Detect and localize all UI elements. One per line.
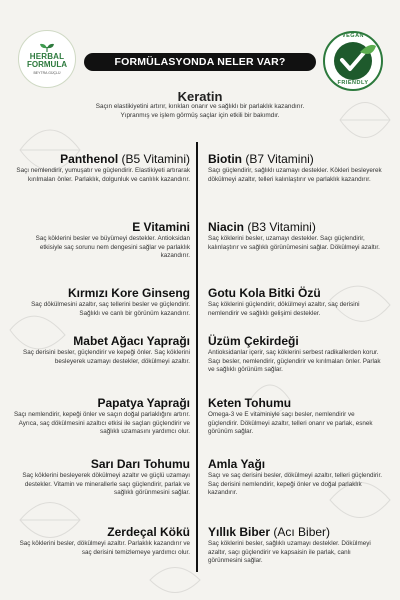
ingredient-item	[12, 152, 190, 184]
ingredient-title	[208, 152, 386, 166]
page-title: FORMÜLASYONDA NELER VAR?	[84, 53, 316, 71]
ingredient-suffix: (B3 Vitamini)	[244, 220, 316, 234]
logo-line2: FORMULA	[27, 60, 67, 69]
ingredient-title	[208, 334, 386, 348]
ingredient-title	[12, 286, 190, 300]
ingredient-desc: Omega-3 ve E vitaminiyle saçı besler, nemlendirir ve güçlendirir. Dökülmeyi azaltır, telleri onarır ve parlak, esnek görünüm sağlar.	[208, 411, 373, 436]
ingredient-title	[12, 457, 190, 471]
ingredient-title	[12, 525, 190, 539]
vegan-badge	[322, 30, 384, 92]
ingredient-item	[208, 525, 386, 566]
ingredient-name: Üzüm Çekirdeği	[208, 334, 299, 348]
logo-line1: HERBAL	[29, 52, 65, 61]
ingredient-item	[12, 396, 190, 437]
ingredient-item	[208, 220, 386, 252]
vegan-badge-bottom: FRIENDLY	[337, 80, 369, 86]
ingredient-name: Biotin	[208, 152, 242, 166]
ingredient-desc: Saç köklerini besler, sağlıklı uzamayı destekler. Dökülmeyi azaltır, saçı güçlendirir ve kapsaisin ile parlak, canlı görünmesini sağlar.	[208, 540, 371, 565]
ingredient-title	[208, 220, 386, 234]
ingredient-name: Mabet Ağacı Yaprağı	[73, 334, 190, 348]
ingredient-name: Sarı Darı Tohumu	[90, 457, 190, 471]
center-divider	[196, 142, 198, 572]
ingredient-desc: Antioksidanlar içerir, saç köklerini serbest radikallerden korur. Saçı besler, nemlendirir, güçlendirir ve kırılmaları önler. Parlak ve sağlıklı görünüm sağlar.	[208, 349, 381, 374]
ingredient-name: Panthenol	[60, 152, 119, 166]
ingredient-name: Amla Yağı	[208, 457, 266, 471]
ingredient-desc: Saç köklerini besler ve büyümeyi destekler. Antioksidan etkisiyle saç sorunu nem dengesini sağlar ve parlaklık kazandırır.	[35, 235, 190, 260]
ingredient-desc: Saç köklerini güçlendirir, dökülmeyi azaltır, saç derisini nemlendirir ve sağlıklı gelişimi destekler.	[208, 301, 360, 317]
ingredient-item	[208, 457, 386, 498]
ingredient-desc: Saç derisini besler, güçlendirir ve kepeği önler. Saç köklerini besleyerek uzamayı destekler, dökülmeyi azaltır.	[23, 349, 190, 365]
ingredient-item	[12, 525, 190, 557]
ingredient-item	[208, 152, 386, 184]
ingredient-desc: Saçı nemlendirir, yumuşatır ve güçlendirir. Elastikiyeti artırarak kırılmaları önler. Parlaklık, dolgunluk ve canlılık kazandırır.	[16, 167, 190, 183]
ingredient-item	[208, 396, 386, 437]
leaf-sprout-icon	[39, 43, 55, 52]
keratin-title: Keratin	[177, 89, 223, 104]
logo-line3: BEYTRA GÜÇLÜ	[33, 71, 61, 75]
ingredient-title	[208, 525, 386, 539]
ingredient-title	[12, 334, 190, 348]
ingredient-name: Kırmızı Kore Ginseng	[67, 286, 190, 300]
ingredient-suffix: (B7 Vitamini)	[242, 152, 314, 166]
ingredient-name: Gotu Kola Bitki Özü	[208, 286, 321, 300]
ingredient-item	[12, 220, 190, 261]
ingredient-title	[12, 152, 190, 166]
ingredient-name: Keten Tohumu	[208, 396, 292, 410]
ingredient-name: Zerdeçal Kökü	[107, 525, 190, 539]
vegan-badge-top: VEGAN	[341, 33, 365, 39]
ingredient-item	[12, 286, 190, 318]
ingredient-desc: Saç dökülmesini azaltır, saç tellerini besler ve güçlendirir. Sağlıklı ve canlı bir görünüm kazandırır.	[31, 301, 190, 317]
brand-logo	[18, 30, 76, 88]
ingredient-title	[208, 396, 386, 410]
ingredient-name: E Vitamini	[132, 220, 190, 234]
ingredient-desc: Saçı ve saç derisini besler, dökülmeyi azaltır, telleri güçlendirir. Saç derisini nemlendirir, kepeği önler ve doğal parlaklık kazandırır.	[208, 472, 382, 497]
ingredient-name: Papatya Yaprağı	[97, 396, 190, 410]
ingredient-desc: Saçı nemlendirir, kepeği önler ve saçın doğal parlaklığını artırır. Ayrıca, saç dökülmesini azaltıcı etkisi ile saçları güçlendirir ve sağlıklı uzamasını yardımcı olur.	[13, 411, 190, 436]
ingredient-item	[208, 334, 386, 375]
ingredient-desc: Saç köklerini besler, uzamayı destekler. Saçı güçlendirir, kalınlaştırır ve sağlıklı görünümesini sağlar. Dökülmeyi azaltır.	[208, 235, 380, 251]
ingredient-item	[208, 286, 386, 318]
ingredient-title	[208, 457, 386, 471]
ingredient-item	[12, 457, 190, 498]
ingredient-item	[12, 334, 190, 366]
ingredient-desc: Saç köklerini besleyerek dökülmeyi azaltır ve güçlü uzamayı destekler. Vitamin ve minerallerle saçı güçlendirir, parlak ve sağlıklı görünmesini sağlar.	[22, 472, 190, 497]
ingredient-desc: Saç köklerini besler, dökülmeyi azaltır. Parlaklık kazandırır ve saç derisini temizlemeye yardımcı olur.	[19, 540, 190, 556]
ingredient-suffix: (B5 Vitamini)	[118, 152, 190, 166]
ingredient-name: Yıllık Biber	[208, 525, 271, 539]
ingredient-suffix: (Acı Biber)	[270, 525, 331, 539]
ingredient-title	[12, 396, 190, 410]
ingredient-title	[12, 220, 190, 234]
ingredient-title	[208, 286, 386, 300]
keratin-desc: Saçın elastikiyetini artırır, kırıkları onarır ve sağlıklı bir parlaklık kazandırır. Yıpranmış ve işlem görmüş saçlar için etkili bir bakımdır.	[95, 103, 305, 119]
ingredient-desc: Saçı güçlendirir, sağlıklı uzamayı destekler. Kökleri besleyerek dökülmeyi azaltır, telleri kalınlaştırır ve parlaklık kazandırır.	[208, 167, 382, 183]
ingredient-name: Niacin	[208, 220, 245, 234]
